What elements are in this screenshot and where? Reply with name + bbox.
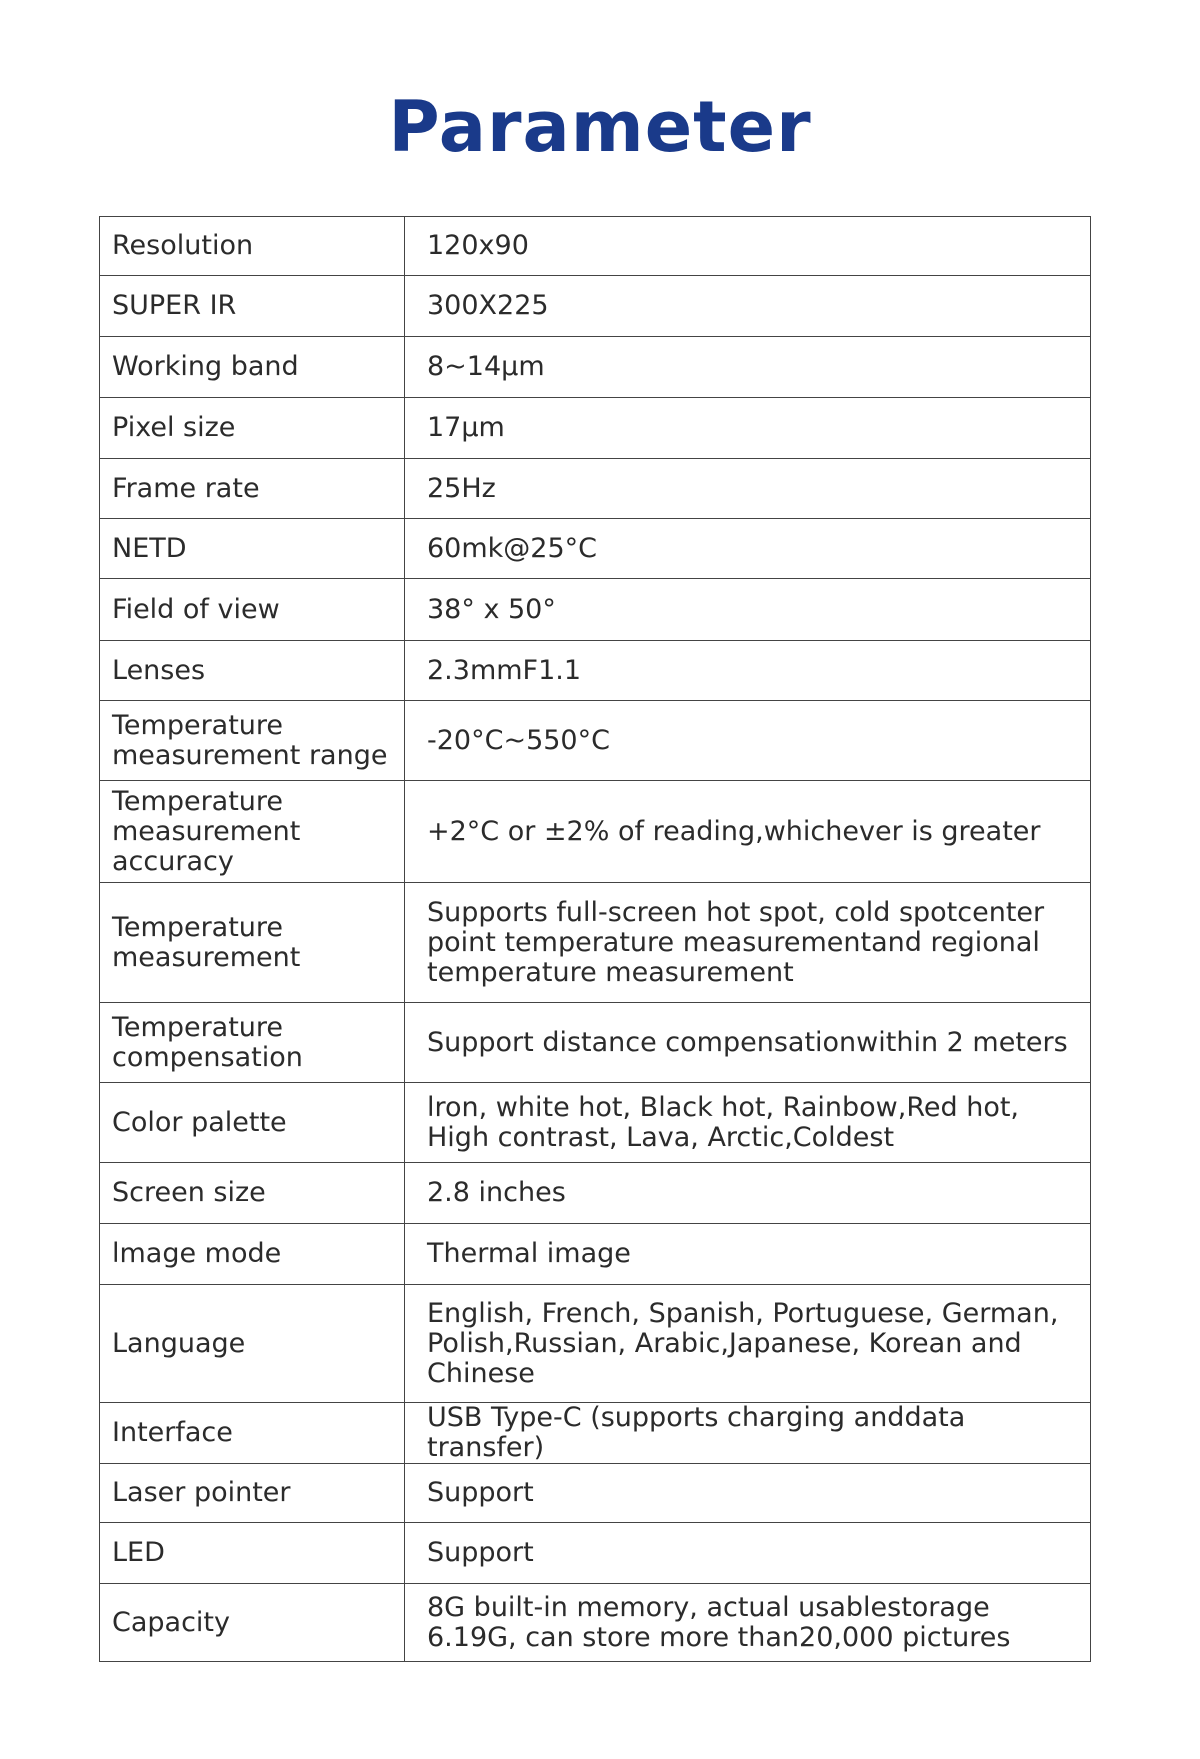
table-row: [100, 1224, 1091, 1285]
row-label: Field of view: [100, 579, 405, 641]
row-label: SUPER IR: [100, 276, 405, 337]
table-row: [100, 459, 1091, 519]
table-row: [100, 1285, 1091, 1403]
table-row: [100, 1464, 1091, 1523]
row-label: Temperature compensation: [100, 1003, 405, 1083]
row-label: Color palette: [100, 1083, 405, 1163]
row-value: Thermal image: [405, 1224, 1091, 1285]
row-value: +2°C or ±2% of reading,whichever is greater: [405, 781, 1091, 883]
row-label: Laser pointer: [100, 1464, 405, 1523]
parameter-table: [99, 216, 1091, 1662]
row-label: Lenses: [100, 641, 405, 701]
table-row: [100, 398, 1091, 459]
table-row: [100, 1584, 1091, 1662]
table-row: [100, 519, 1091, 579]
row-value: 38° x 50°: [405, 579, 1091, 641]
row-value: 2.3mmF1.1: [405, 641, 1091, 701]
row-label: Capacity: [100, 1584, 405, 1662]
row-value: Support: [405, 1523, 1091, 1584]
row-value: 25Hz: [405, 459, 1091, 519]
table-row: [100, 1083, 1091, 1163]
row-label: Screen size: [100, 1163, 405, 1224]
row-label: Resolution: [100, 217, 405, 276]
row-value: 300X225: [405, 276, 1091, 337]
table-row: [100, 781, 1091, 883]
table-row: [100, 1003, 1091, 1083]
row-label: Temperature measurement: [100, 883, 405, 1003]
row-label: lmage mode: [100, 1224, 405, 1285]
table-row: [100, 1403, 1091, 1464]
table-row: [100, 1163, 1091, 1224]
row-value: Support distance compensationwithin 2 meters: [405, 1003, 1091, 1083]
table-row: [100, 337, 1091, 398]
row-label: Frame rate: [100, 459, 405, 519]
page-title: Parameter: [388, 86, 812, 168]
row-value: 60mk@25°C: [405, 519, 1091, 579]
row-label: Language: [100, 1285, 405, 1403]
row-value: 17μm: [405, 398, 1091, 459]
row-value: lron, white hot, Black hot, Rainbow,Red hot, High contrast, Lava, Arctic,Coldest: [405, 1083, 1091, 1163]
row-label: Temperature measurement accuracy: [100, 781, 405, 883]
row-label: NETD: [100, 519, 405, 579]
table-row: [100, 579, 1091, 641]
row-label: Interface: [100, 1403, 405, 1464]
row-value: English, French, Spanish, Portuguese, German, Polish,Russian, Arabic,Japanese, Korean and Chinese: [405, 1285, 1091, 1403]
table-row: [100, 701, 1091, 781]
table-row: [100, 883, 1091, 1003]
row-label: Pixel size: [100, 398, 405, 459]
row-value: 8G built-in memory, actual usablestorage 6.19G, can store more than20,000 pictures: [405, 1584, 1091, 1662]
row-label: LED: [100, 1523, 405, 1584]
table-row: [100, 641, 1091, 701]
row-value: 2.8 inches: [405, 1163, 1091, 1224]
row-value: 8~14μm: [405, 337, 1091, 398]
table-row: [100, 217, 1091, 276]
row-label: Working band: [100, 337, 405, 398]
table-row: [100, 1523, 1091, 1584]
row-value: USB Type-C (supports charging anddata transfer): [405, 1403, 1091, 1464]
row-value: -20°C~550°C: [405, 701, 1091, 781]
table-row: [100, 276, 1091, 337]
row-label: Temperature measurement range: [100, 701, 405, 781]
row-value: Supports full-screen hot spot, cold spotcenter point temperature measurementand regional temperature measurement: [405, 883, 1091, 1003]
row-value: 120x90: [405, 217, 1091, 276]
row-value: Support: [405, 1464, 1091, 1523]
